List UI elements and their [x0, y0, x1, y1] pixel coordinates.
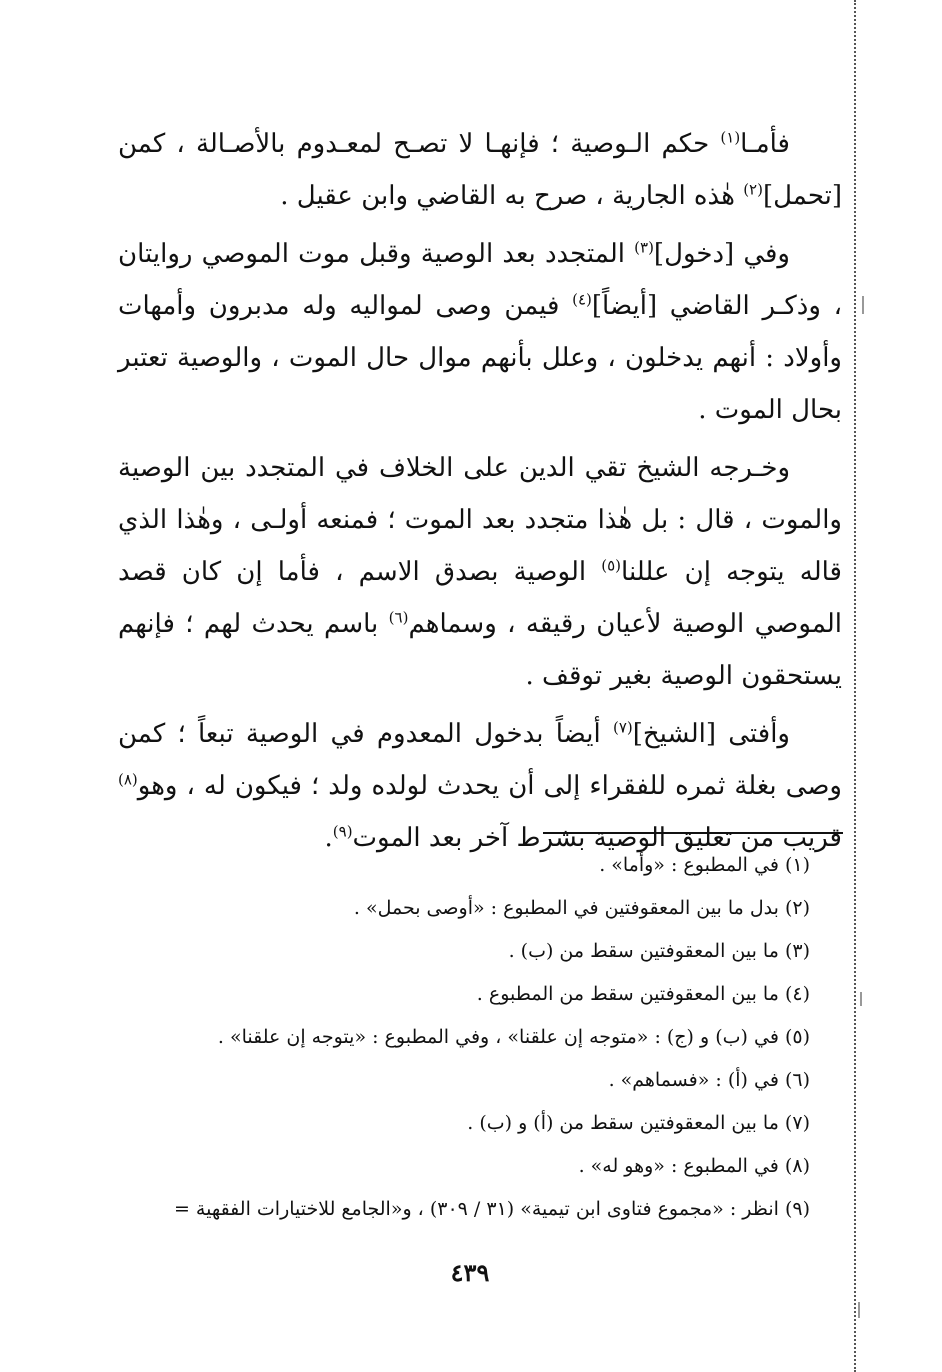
page-number: ٤٣٩	[450, 1258, 490, 1287]
footnote-item: (٢) بدل ما بين المعقوفتين في المطبوع : «أوصى بحمل» .	[353, 897, 810, 919]
paragraph	[118, 708, 842, 864]
paragraph-text: المتجدد بعد الوصية وقبل موت الموصي روايتان ، وذكـر القاضي [أيضاً]	[118, 239, 842, 321]
paragraph	[118, 442, 842, 702]
paragraph-text: باسم يحدث لهم ؛ فإنهم يستحقون الوصية بغير توقف .	[118, 609, 842, 691]
footnote-reference: (٨)	[118, 770, 138, 789]
footnote-item: (١) في المطبوع : «وأما» .	[599, 854, 810, 876]
paragraph-text: الوصية بصدق الاسم ، فأما إن كان قصد الموصي الوصية لأعيان رقيقه ، وسماهم	[118, 557, 842, 639]
paragraph	[118, 228, 842, 436]
footnote-reference: (٢)	[743, 180, 763, 199]
footnote-reference: (٥)	[601, 556, 622, 575]
paragraph-text: .	[324, 823, 333, 853]
footnote-reference: (٧)	[612, 718, 633, 737]
paragraph-text: وفي [دخول]	[653, 239, 790, 269]
page-edge-dotted-line	[854, 0, 856, 1372]
paragraph-text: وخـرجه الشيخ تقي الدين على الخلاف في المتجدد بين الوصية والموت ، قال : بل هٰذا متجدد بعد الموت ؛ فمنعه أولـى ، وهٰذا الذي قاله يتوجه إن عللنا	[118, 453, 842, 587]
paragraph-text: وأفتى [الشيخ]	[632, 719, 790, 749]
footnote-reference: (١)	[720, 128, 741, 147]
footnote-item: (٨) في المطبوع : «وهو له» .	[578, 1155, 810, 1177]
paragraph-text: فيمن وصى لمواليه وله مدبرون وأمهات وأولاد : أنهم يدخلون ، وعلل بأنهم موال حال الموت ، والوصية تعتبر بحال الموت .	[118, 291, 842, 425]
footnote-reference: (٩)	[332, 822, 353, 841]
footnote-item: (٧) ما بين المعقوفتين سقط من (أ) و (ب) .	[467, 1112, 810, 1134]
paragraph-text: قريب من تعليق الوصية بشرط آخر بعد الموت	[352, 823, 842, 853]
paragraph-text: هٰذه الجارية ، صرح به القاضي وابن عقيل .	[280, 181, 744, 211]
footnote-reference: (٤)	[572, 290, 592, 309]
footnote-reference: (٣)	[634, 238, 654, 257]
footnote-item: (٣) ما بين المعقوفتين سقط من (ب) .	[508, 940, 810, 962]
paragraph	[118, 118, 842, 222]
footnotes	[100, 844, 810, 1231]
scan-speck	[858, 1302, 860, 1318]
footnote-separator	[543, 832, 843, 834]
paragraph-text: فأمـا	[740, 129, 790, 159]
footnote-reference: (٦)	[388, 608, 409, 627]
footnote-item: (٩) انظر : «مجموع فتاوى ابن تيمية» (٣١ / ٣٠٩) ، و«الجامع للاختيارات الفقهية =	[173, 1198, 810, 1220]
scan-speck	[862, 296, 864, 314]
footnote-item: (٦) في (أ) : «فسماهم» .	[608, 1069, 810, 1091]
main-text	[118, 118, 842, 870]
footnote-item: (٤) ما بين المعقوفتين سقط من المطبوع .	[476, 983, 810, 1005]
paragraph-text: أيضاً بدخول المعدوم في الوصية تبعاً ؛ كمن وصى بغلة ثمره للفقراء إلى أن يحدث لولده ولد ؛ فيكون له ، وهو	[118, 719, 842, 801]
paragraph-text: حكم الـوصية ؛ فإنهـا لا تصـح لمعـدوم بالأصـالة ، كمن [تحمل]	[118, 129, 842, 211]
scan-speck	[860, 992, 862, 1006]
footnote-item: (٥) في (ب) و (ج) : «متوجه إن علقنا» ، وفي المطبوع : «يتوجه إن علقنا» .	[217, 1026, 810, 1048]
